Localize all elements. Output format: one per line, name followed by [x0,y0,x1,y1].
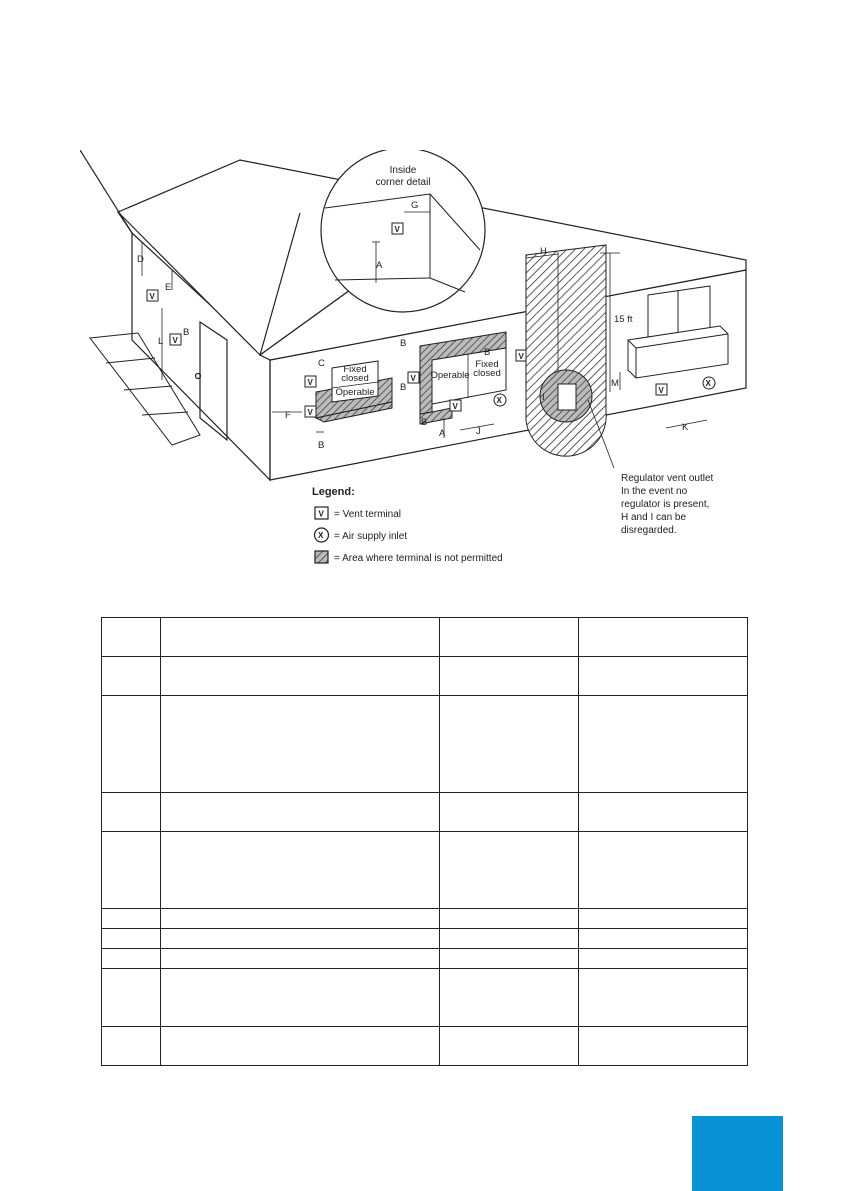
svg-text:regulator is present,: regulator is present, [621,499,710,510]
svg-text:= Air supply inlet: = Air supply inlet [334,531,408,542]
svg-text:V: V [307,408,313,417]
table-row [102,1027,748,1066]
inside-corner-detail [321,150,485,312]
svg-text:H and I can be: H and I can be [621,512,687,523]
table-row [102,832,748,909]
window-right [628,286,728,378]
table-row [102,949,748,969]
table-row [102,929,748,949]
svg-text:X: X [318,531,324,540]
svg-text:Fixed: Fixed [475,359,499,370]
svg-text:Operable: Operable [430,370,470,381]
svg-text:= Vent terminal: = Vent terminal [334,509,401,520]
svg-text:G: G [411,200,419,211]
svg-text:disregarded.: disregarded. [621,525,677,536]
legend [312,486,503,564]
svg-text:V: V [318,509,324,519]
table-row [102,969,748,1027]
svg-text:X: X [705,379,711,388]
svg-text:B: B [484,347,491,358]
svg-text:K: K [682,422,689,433]
svg-text:closed: closed [473,368,501,379]
vent-clearance-diagram [80,150,760,580]
svg-text:B: B [400,338,407,349]
svg-text:E: E [165,282,172,293]
svg-text:I: I [542,392,545,403]
svg-text:A: A [439,428,446,439]
svg-text:Fixed: Fixed [343,364,367,375]
svg-text:H: H [540,246,547,257]
svg-text:V: V [410,374,416,383]
svg-text:In the event no: In the event no [621,486,688,497]
walkway [90,333,200,445]
right-markers [611,372,715,433]
hatched-area-icon [315,551,328,563]
svg-text:A: A [376,260,383,271]
svg-text:Operable: Operable [335,387,375,398]
svg-text:J: J [476,426,481,437]
svg-text:B: B [421,417,428,428]
svg-text:X: X [496,396,502,405]
svg-text:Inside: Inside [389,165,417,176]
svg-text:B: B [183,327,190,338]
svg-text:corner detail: corner detail [375,177,431,188]
svg-text:Regulator vent outlet: Regulator vent outlet [621,473,714,484]
svg-text:D: D [137,254,144,265]
svg-text:M: M [611,378,619,389]
svg-text:B: B [400,382,407,393]
table-row [102,696,748,793]
table-row [102,618,748,657]
svg-text:C: C [318,358,325,369]
table-row [102,657,748,696]
svg-text:V: V [394,225,400,234]
page-corner-tab [692,1116,783,1191]
svg-text:F: F [285,410,291,421]
table-row [102,909,748,929]
svg-text:B: B [318,440,325,451]
window-middle [400,332,527,439]
svg-text:V: V [149,292,155,301]
window-left [272,358,392,451]
svg-text:V: V [518,352,524,361]
svg-text:Legend:: Legend: [312,486,355,498]
svg-text:V: V [307,378,313,387]
regulator-note [621,473,714,536]
clearance-table [101,617,748,1066]
table-row [102,793,748,832]
svg-text:15 ft: 15 ft [614,314,633,325]
svg-text:V: V [658,386,664,395]
svg-text:L: L [158,336,164,347]
svg-text:= Area where terminal is not p: = Area where terminal is not permitted [334,553,503,564]
svg-text:V: V [172,336,178,345]
svg-text:V: V [452,402,458,411]
svg-text:closed: closed [341,373,369,384]
